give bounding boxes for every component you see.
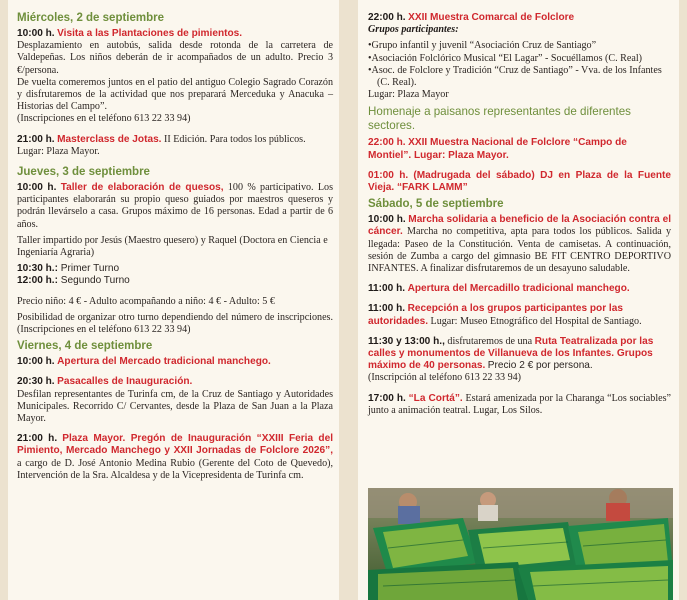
event-time: 01:00 h. [368, 169, 409, 181]
event-title: Visita a las Plantaciones de pimientos. [57, 28, 243, 39]
event-time: 11:00 h. [368, 283, 406, 295]
event-title: Taller de elaboración de quesos, [60, 182, 224, 194]
event-time: 10:00 h. [17, 356, 55, 368]
homenaje-heading: Homenaje a paisanos representantes de diferentes sectores. [368, 105, 631, 132]
event-time: 20:30 h. [17, 376, 55, 388]
left-column [8, 0, 339, 600]
event-time: 21:00 h. [17, 133, 55, 145]
event-place: Lugar: Plaza Mayor [368, 89, 449, 101]
event-title: Apertura del Mercado tradicional manchego. [57, 356, 271, 368]
event-pimientos [17, 28, 333, 126]
event-corta [368, 393, 671, 417]
pepper-crates-image [368, 488, 673, 600]
event-text: Desfilan representantes de Turinfa cm, de la Cruz de Santiago y Autoridades Municipales. Recorrido C/ Cervantes, desde la Plaza de San Juan a la Plaza Mayor. [17, 388, 333, 425]
wednesday-heading: Miércoles, 2 de septiembre [17, 12, 165, 24]
thursday-note: Posibilidad de organizar otro turno dependiendo del número de inscripciones. (Inscripciones en el teléfono 613 22 33 94) [17, 311, 333, 336]
event-phone: (Inscripciones en el teléfono 613 22 33 94) [17, 113, 191, 125]
list-item: • Asociación Folclórico Musical “El Lagar” - Socuéllamos (C. Real) [368, 53, 671, 65]
list-item: • Asoc. de Folclore y Tradición “Cruz de Santiago” - Vva. de los Infantes (C. Real). [368, 65, 671, 89]
event-mercadillo [368, 283, 671, 295]
event-text: II Edición. Para todos los públicos. [164, 133, 306, 145]
event-title: XXII Muestra Nacional de Folclore “Campo de Montiel”. Lugar: Plaza Mayor. [368, 137, 627, 161]
event-recepcion [368, 303, 671, 327]
event-pregon [17, 433, 333, 482]
event-time: 10:00 h. [17, 28, 55, 39]
event-text: Estará amenizada por la Charanga “Los sociables” junto a animación teatral. Lugar, Los Silos. [368, 392, 672, 416]
event-dj [368, 170, 671, 194]
event-time: 21:00 h. [17, 433, 58, 445]
event-title: “La Cortá”. [408, 392, 463, 404]
groups-label: Grupos participantes: [368, 24, 459, 36]
event-time: 22:00 h. [368, 137, 406, 149]
event-text: Desplazamiento en autobús, salida desde rotonda de la carretera de Valdepeñas. Los niños deberán de ir acompañados de un adulto. Precio 3 €/persona. [17, 40, 333, 76]
event-text: 100 % participativo. Los participantes elaborarán su propio queso guiados por maestros queseros y podrán llevárselo a casa. Grupos máximo de 16 personas. Edad a partir de 6 años. [17, 182, 334, 230]
event-muestra-comarcal [368, 12, 671, 24]
event-text: Lugar: Museo Etnográfico del Hospital de Santiago. [430, 315, 642, 327]
event-text: disfrutaremos de una [447, 335, 533, 347]
saturday-heading: Sábado, 5 de septiembre [368, 198, 504, 211]
event-quesos [17, 182, 333, 231]
event-time: 17:00 h. [368, 392, 406, 404]
groups-list [368, 40, 671, 89]
event-jotas [17, 134, 333, 158]
event-ruta [368, 336, 671, 385]
event-text: De vuelta comeremos juntos en el patio del antiguo Colegio Sagrado Corazón y disfrutaremos de la actividad que nos preparará Merceduka y Anacuka – Historias del Campo”. [17, 76, 333, 113]
event-title: Pasacalles de Inauguración. [57, 376, 193, 388]
event-pasacalles [17, 376, 333, 425]
price-line: Precio niño: 4 € - Adulto acompañando a niño: 4 € - Adulto: 5 € [17, 295, 275, 307]
event-title: Ruta Teatralizada por las calles y monumentos de Villanueva de los Infantes. Grupos máximo de 40 personas. [368, 335, 654, 372]
turn-2: 12:00 h.: Segundo Turno [17, 275, 130, 287]
event-phone: (Inscripción al teléfono 613 22 33 94) [368, 372, 522, 384]
friday-heading: Viernes, 4 de septiembre [17, 340, 153, 353]
event-text: Marcha no competitiva, apta para todos los públicos. Salida y llegada: Paseo de la Constitución. Venta de camisetas. A continuación, sesión de Zumba a cargo del gimnasio BE FIT CENTRO DEPORTIVO INFANTES. A finalizar disfrutaremos de un desayuno saludable. [368, 226, 671, 275]
event-time: 10:00 h. [368, 214, 406, 226]
event-title: Plaza Mayor. Pregón de Inauguración “XXIII Feria del Pimiento, Mercado Manchego y XXII Jornadas de Folclore 2026”, [17, 433, 333, 457]
event-time: 11:00 h. [368, 303, 406, 315]
turn-1: 10:30 h.: Primer Turno [17, 263, 120, 275]
event-place: Lugar: Plaza Mayor. [17, 145, 100, 157]
event-title: Apertura del Mercadillo tradicional manchego. [407, 283, 630, 295]
event-time: 11:30 y 13:00 h., [368, 335, 445, 347]
event-taller-info: Taller impartido por Jesús (Maestro quesero) y Raquel (Doctora en Ciencia e Ingeniaría Agraria) [17, 234, 328, 259]
market-photo [368, 488, 673, 600]
event-price: Precio 2 € por persona. [487, 360, 593, 372]
event-time: 22:00 h. [368, 12, 406, 23]
event-title: Recepción a los grupos participantes por las autoridades. [368, 303, 623, 327]
event-title: Masterclass de Jotas. [57, 133, 162, 145]
event-title: XXII Muestra Comarcal de Folclore [408, 12, 575, 23]
event-marcha [368, 214, 671, 275]
event-time: 10:00 h. [17, 182, 57, 194]
event-title: Marcha solidaria a beneficio de la Asociación contra el cáncer. [368, 214, 672, 238]
thursday-heading: Jueves, 3 de septiembre [17, 166, 150, 179]
event-muestra-nacional [368, 137, 671, 161]
event-title: (Madrugada del sábado) DJ en Plaza de la Fuente Vieja. “FARK LAMM” [368, 169, 671, 194]
event-mercado [17, 356, 333, 368]
list-item: • Grupo infantil y juvenil “Asociación Cruz de Santiago” [368, 40, 671, 52]
event-text: a cargo de D. José Antonio Medina Rubio (Gerente del Coto de Quevedo), Intervención de la Sra. Alcaldesa y de la Vicepresidenta de Turinfa cm. [17, 457, 333, 481]
